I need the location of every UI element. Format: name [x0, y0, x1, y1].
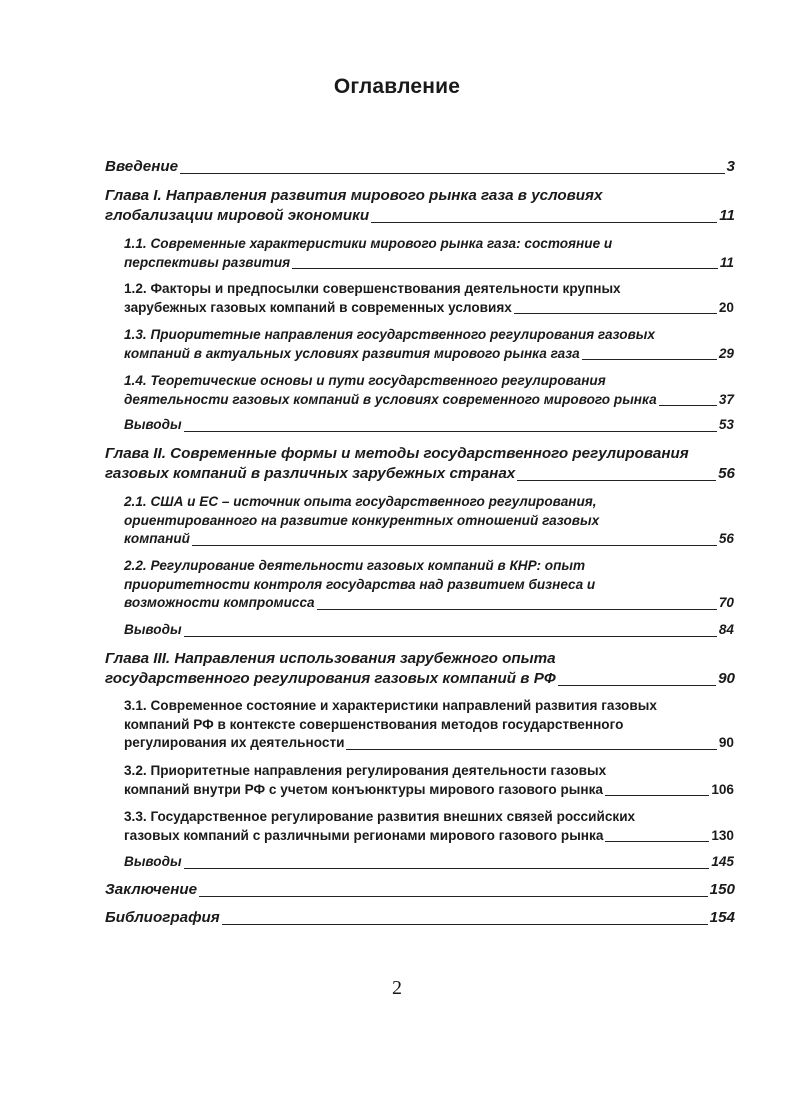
toc-entry-chapter-1[interactable]: [105, 186, 735, 226]
entry-title: возможности компромисса: [124, 595, 315, 610]
entry-page: 11: [719, 207, 735, 224]
entry-page: 150: [709, 881, 735, 898]
entry-title-line: Глава II. Современные формы и методы государственного регулирования: [105, 445, 689, 462]
toc-entry-section-2-2[interactable]: [124, 557, 734, 613]
toc-entry-section-3-3[interactable]: [124, 808, 734, 845]
entry-title: глобализации мировой экономики: [105, 207, 370, 224]
entry-title: газовых компаний в различных зарубежных странах: [105, 465, 516, 482]
entry-page: 106: [711, 781, 734, 797]
entry-title-line: Глава I. Направления развития мирового рынка газа в условиях: [105, 187, 603, 204]
entry-page: 70: [718, 595, 734, 610]
entry-page: 37: [718, 391, 734, 407]
entry-title-line: 1.4. Теоретические основы и пути государственного регулирования: [124, 373, 606, 388]
entry-page: 90: [718, 735, 734, 750]
toc-entry-section-2-1[interactable]: [124, 493, 734, 549]
entry-page: 11: [719, 254, 734, 270]
entry-title: Выводы: [124, 854, 182, 869]
entry-page: 130: [711, 827, 734, 843]
toc-entry-chapter-3[interactable]: [105, 649, 735, 689]
entry-title-line: 3.1. Современное состояние и характеристики направлений развития газовых: [124, 698, 657, 713]
entry-title-line: 2.2. Регулирование деятельности газовых компаний в КНР: опыт: [124, 558, 586, 573]
entry-page: 90: [718, 670, 735, 687]
entry-title: компаний внутри РФ с учетом конъюнктуры мирового газового рынка: [124, 781, 603, 797]
entry-title-line: ориентированного на развитие конкурентных отношений газовых: [124, 512, 600, 528]
entry-title-line: 1.3. Приоритетные направления государственного регулирования газовых: [124, 327, 655, 342]
entry-title-line: приоритетности контроля государства над развитием бизнеса и: [124, 576, 596, 592]
entry-page: 3: [726, 158, 735, 175]
toc-entry-section-1-1[interactable]: [124, 235, 734, 272]
entry-title: компаний: [124, 531, 190, 546]
entry-page: 56: [718, 531, 734, 546]
entry-title-line: компаний РФ в контексте совершенствования методов государственного: [124, 716, 624, 732]
page-number: 2: [392, 977, 402, 999]
entry-page: 154: [709, 909, 735, 926]
toc-entry-conclusion[interactable]: [105, 880, 735, 900]
entry-title-line: 1.1. Современные характеристики мирового рынка газа: состояние и: [124, 236, 613, 251]
toc-entry-section-3-1[interactable]: [124, 697, 734, 753]
toc-entry-introduction[interactable]: [105, 157, 735, 177]
entry-title-line: Глава III. Направления использования зарубежного опыта: [105, 650, 556, 667]
entry-page: 29: [718, 345, 734, 361]
entry-title-line: 2.1. США и ЕС – источник опыта государственного регулирования,: [124, 494, 597, 509]
entry-title: регулирования их деятельности: [124, 735, 345, 750]
entry-title: газовых компаний с различными регионами мирового газового рынка: [124, 827, 604, 843]
entry-title: Библиография: [105, 909, 220, 926]
toc-entry-conclusions-3[interactable]: [124, 853, 734, 872]
entry-page: 84: [718, 622, 734, 637]
entry-page: 53: [718, 417, 734, 432]
toc-entry-section-1-3[interactable]: [124, 326, 734, 363]
page-title: Оглавление: [333, 75, 461, 98]
toc-entry-section-1-4[interactable]: [124, 372, 734, 409]
entry-title-line: 3.2. Приоритетные направления регулирования деятельности газовых: [124, 763, 607, 778]
entry-title: Выводы: [124, 417, 182, 432]
entry-title: Выводы: [124, 622, 182, 637]
toc-entry-conclusions-2[interactable]: [124, 621, 734, 640]
entry-page: 20: [718, 299, 734, 315]
toc-entry-conclusions-1[interactable]: [124, 416, 734, 435]
entry-title-line: 3.3. Государственное регулирование развития внешних связей российских: [124, 809, 636, 824]
toc-entry-chapter-2[interactable]: [105, 444, 735, 484]
entry-page: 145: [711, 854, 734, 869]
entry-title: Введение: [105, 158, 179, 175]
entry-title: компаний в актуальных условиях развития мирового рынка газа: [124, 345, 580, 361]
entry-title-line: 1.2. Факторы и предпосылки совершенствования деятельности крупных: [124, 281, 621, 296]
entry-page: 56: [718, 465, 735, 482]
entry-title: государственного регулирования газовых компаний в РФ: [105, 670, 556, 687]
toc-entry-section-1-2[interactable]: [124, 280, 734, 317]
entry-title: деятельности газовых компаний в условиях современного мирового рынка: [124, 391, 657, 407]
entry-title: перспективы развития: [124, 254, 291, 270]
toc-entry-bibliography[interactable]: [105, 908, 735, 928]
entry-title: Заключение: [105, 881, 198, 898]
toc-entry-section-3-2[interactable]: [124, 762, 734, 799]
entry-title: зарубежных газовых компаний в современных условиях: [124, 299, 512, 315]
